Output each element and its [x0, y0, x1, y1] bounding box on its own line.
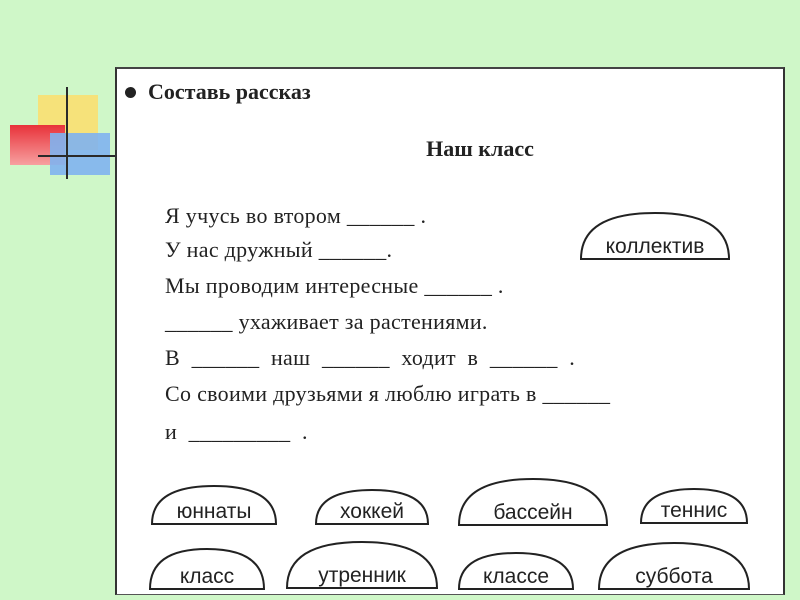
word-card[interactable]	[285, 540, 439, 590]
word-card-label: юннаты	[176, 500, 252, 523]
word-card-label: класс	[179, 565, 235, 588]
word-card-label: суббота	[635, 565, 713, 588]
bullet-icon	[125, 87, 136, 98]
word-card-label: коллектив	[605, 235, 705, 258]
word-card[interactable]	[148, 547, 266, 591]
blue-square	[50, 133, 110, 175]
horizontal-line	[38, 155, 118, 157]
word-card-label: классе	[482, 565, 550, 588]
word-card[interactable]	[457, 477, 609, 527]
story-line: ______ ухаживает за растениями.	[165, 309, 488, 334]
decorative-squares	[10, 85, 120, 185]
word-card-label: теннис	[660, 499, 728, 522]
story-title: Наш класс	[426, 136, 534, 161]
word-card-label: хоккей	[340, 500, 404, 523]
word-card[interactable]	[314, 488, 430, 526]
story-line: В ______ наш ______ ходит в ______ .	[165, 345, 576, 370]
task-heading	[125, 79, 311, 105]
word-card[interactable]	[579, 211, 731, 261]
word-card[interactable]	[150, 484, 278, 526]
vertical-line	[66, 87, 68, 179]
worksheet	[115, 67, 785, 595]
story-line: У нас дружный ______.	[165, 237, 393, 262]
task-heading-text: Составь рассказ	[148, 79, 311, 104]
story-line: и _________ .	[165, 419, 308, 444]
story-line: Со своими друзьями я люблю играть в ______	[165, 381, 611, 406]
word-card[interactable]	[639, 487, 749, 525]
word-card-label: бассейн	[493, 501, 573, 524]
word-card[interactable]	[457, 551, 575, 591]
word-card-label: утренник	[318, 564, 406, 587]
word-card[interactable]	[597, 541, 751, 591]
story-line: Мы проводим интересные ______ .	[165, 273, 504, 298]
story-line: Я учусь во втором ______ .	[165, 203, 427, 228]
